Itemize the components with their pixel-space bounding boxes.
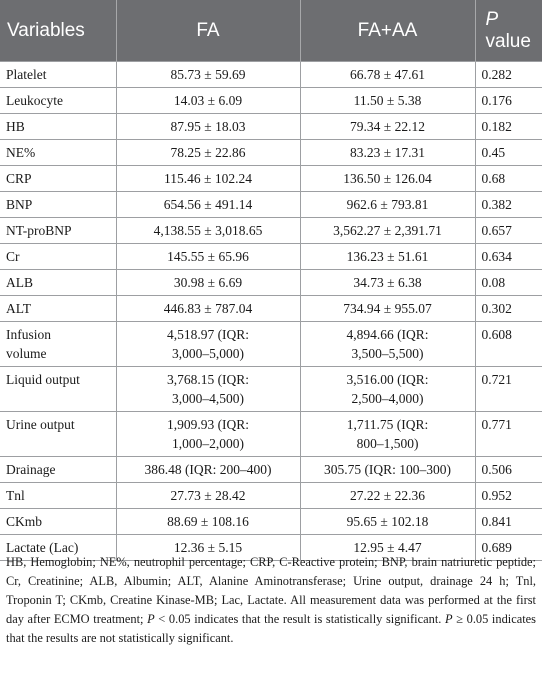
header-p-letter: P bbox=[485, 8, 499, 30]
cell-variable: ALB bbox=[0, 270, 116, 296]
table-row bbox=[0, 166, 542, 192]
table-row bbox=[0, 367, 542, 412]
cell-fa-aa: 27.22 ± 22.36 bbox=[300, 483, 475, 509]
cell-fa bbox=[116, 412, 300, 457]
table-row bbox=[0, 192, 542, 218]
cell-fa: 446.83 ± 787.04 bbox=[116, 296, 300, 322]
cell-fa bbox=[116, 322, 300, 367]
header-fa-aa: FA+AA bbox=[300, 0, 475, 62]
cell-variable: NT-proBNP bbox=[0, 218, 116, 244]
header-p-value bbox=[475, 0, 542, 62]
cell-fa-aa-line2: 3,500–5,500) bbox=[351, 346, 424, 361]
cell-fa-line1: 3,768.15 (IQR: bbox=[166, 372, 250, 387]
cell-variable: HB bbox=[0, 114, 116, 140]
cell-variable: Leukocyte bbox=[0, 88, 116, 114]
cell-variable: Platelet bbox=[0, 62, 116, 88]
cell-variable: ALT bbox=[0, 296, 116, 322]
cell-p: 0.689 bbox=[475, 535, 542, 561]
footnote-p-symbol: P bbox=[445, 612, 453, 626]
cell-fa-aa: 734.94 ± 955.07 bbox=[300, 296, 475, 322]
cell-fa: 386.48 (IQR: 200–400) bbox=[116, 457, 300, 483]
cell-fa-aa bbox=[300, 322, 475, 367]
cell-p: 0.45 bbox=[475, 140, 542, 166]
cell-p: 0.282 bbox=[475, 62, 542, 88]
cell-fa-aa bbox=[300, 367, 475, 412]
cell-p: 0.952 bbox=[475, 483, 542, 509]
cell-fa-line1: 4,518.97 (IQR: bbox=[166, 327, 250, 342]
table-row bbox=[0, 509, 542, 535]
cell-fa-aa: 136.50 ± 126.04 bbox=[300, 166, 475, 192]
cell-variable: Liquid output bbox=[0, 367, 116, 412]
cell-variable: BNP bbox=[0, 192, 116, 218]
footnote-p-symbol: P bbox=[147, 612, 155, 626]
header-variables: Variables bbox=[0, 0, 116, 62]
cell-p: 0.841 bbox=[475, 509, 542, 535]
table-header-row bbox=[0, 0, 542, 62]
cell-fa-aa: 962.6 ± 793.81 bbox=[300, 192, 475, 218]
cell-variable: Cr bbox=[0, 244, 116, 270]
cell-fa-aa-line2: 800–1,500) bbox=[356, 436, 419, 451]
table-row bbox=[0, 412, 542, 457]
cell-fa-aa: 3,562.27 ± 2,391.71 bbox=[300, 218, 475, 244]
cell-p: 0.506 bbox=[475, 457, 542, 483]
table-row bbox=[0, 457, 542, 483]
cell-fa: 115.46 ± 102.24 bbox=[116, 166, 300, 192]
cell-fa: 85.73 ± 59.69 bbox=[116, 62, 300, 88]
cell-fa-line2: 3,000–4,500) bbox=[172, 391, 244, 406]
table-row bbox=[0, 62, 542, 88]
cell-fa-aa: 34.73 ± 6.38 bbox=[300, 270, 475, 296]
cell-fa: 14.03 ± 6.09 bbox=[116, 88, 300, 114]
table-row bbox=[0, 140, 542, 166]
cell-fa-aa: 12.95 ± 4.47 bbox=[300, 535, 475, 561]
cell-variable: CRP bbox=[0, 166, 116, 192]
cell-fa-aa: 83.23 ± 17.31 bbox=[300, 140, 475, 166]
cell-p: 0.182 bbox=[475, 114, 542, 140]
cell-fa-line1: 1,909.93 (IQR: bbox=[166, 417, 250, 432]
header-fa: FA bbox=[116, 0, 300, 62]
cell-fa-line2: 1,000–2,000) bbox=[172, 436, 244, 451]
cell-fa: 27.73 ± 28.42 bbox=[116, 483, 300, 509]
cell-p: 0.302 bbox=[475, 296, 542, 322]
cell-variable-line2: volume bbox=[6, 346, 47, 361]
cell-p: 0.68 bbox=[475, 166, 542, 192]
cell-fa: 87.95 ± 18.03 bbox=[116, 114, 300, 140]
table-row bbox=[0, 88, 542, 114]
cell-fa: 30.98 ± 6.69 bbox=[116, 270, 300, 296]
table-row bbox=[0, 114, 542, 140]
cell-variable: Tnl bbox=[0, 483, 116, 509]
header-value-word: value bbox=[485, 30, 531, 52]
cell-variable: Lactate (Lac) bbox=[0, 535, 116, 561]
cell-variable: Urine output bbox=[0, 412, 116, 457]
table-row bbox=[0, 322, 542, 367]
cell-fa-aa: 11.50 ± 5.38 bbox=[300, 88, 475, 114]
cell-p: 0.08 bbox=[475, 270, 542, 296]
table-footnote bbox=[6, 553, 536, 648]
cell-fa-aa: 136.23 ± 51.61 bbox=[300, 244, 475, 270]
cell-fa: 145.55 ± 65.96 bbox=[116, 244, 300, 270]
cell-fa-aa: 305.75 (IQR: 100–300) bbox=[300, 457, 475, 483]
cell-p: 0.721 bbox=[475, 367, 542, 412]
cell-fa-aa-line2: 2,500–4,000) bbox=[351, 391, 424, 406]
cell-fa-aa: 95.65 ± 102.18 bbox=[300, 509, 475, 535]
table-row bbox=[0, 483, 542, 509]
cell-fa: 88.69 ± 108.16 bbox=[116, 509, 300, 535]
table-row bbox=[0, 270, 542, 296]
table-row bbox=[0, 296, 542, 322]
cell-variable: CKmb bbox=[0, 509, 116, 535]
cell-fa: 4,138.55 ± 3,018.65 bbox=[116, 218, 300, 244]
cell-fa-aa: 79.34 ± 22.12 bbox=[300, 114, 475, 140]
cell-fa: 78.25 ± 22.86 bbox=[116, 140, 300, 166]
footnote-abbreviations: HB, Hemoglobin; NE%, neutrophil percentage; CRP, C-Reactive protein; BNP, brain natriuretic peptide; Cr, Creatinine; ALB, Albumin; ALT, Alanine Aminotransferase; Urine output, drainage 24 h; Tnl, Troponin T; CKmb, Creatine Kinase-MB; Lac, Lactate. All measurement data was performed at the first day after ECMO treatment; bbox=[6, 555, 536, 626]
table-row bbox=[0, 244, 542, 270]
cell-p: 0.382 bbox=[475, 192, 542, 218]
cell-variable: Drainage bbox=[0, 457, 116, 483]
cell-variable-line1: Infusion bbox=[6, 327, 51, 342]
cell-p: 0.634 bbox=[475, 244, 542, 270]
cell-fa-aa-line1: 1,711.75 (IQR: bbox=[346, 417, 429, 432]
cell-fa-aa-line1: 3,516.00 (IQR: bbox=[346, 372, 429, 387]
cell-p: 0.657 bbox=[475, 218, 542, 244]
cell-fa-line2: 3,000–5,000) bbox=[172, 346, 244, 361]
cell-fa: 654.56 ± 491.14 bbox=[116, 192, 300, 218]
cell-fa: 12.36 ± 5.15 bbox=[116, 535, 300, 561]
cell-fa-aa bbox=[300, 412, 475, 457]
cell-p: 0.608 bbox=[475, 322, 542, 367]
cell-variable: NE% bbox=[0, 140, 116, 166]
footnote-not-significant: ≥ 0.05 indicates that the results are not statistically significant. bbox=[6, 612, 536, 645]
cell-variable bbox=[0, 322, 116, 367]
cell-p: 0.771 bbox=[475, 412, 542, 457]
cell-fa-aa-line1: 4,894.66 (IQR: bbox=[346, 327, 429, 342]
table-row bbox=[0, 218, 542, 244]
footnote-significant: < 0.05 indicates that the result is statistically significant. bbox=[154, 612, 445, 626]
cell-fa bbox=[116, 367, 300, 412]
cell-fa-aa: 66.78 ± 47.61 bbox=[300, 62, 475, 88]
cell-p: 0.176 bbox=[475, 88, 542, 114]
